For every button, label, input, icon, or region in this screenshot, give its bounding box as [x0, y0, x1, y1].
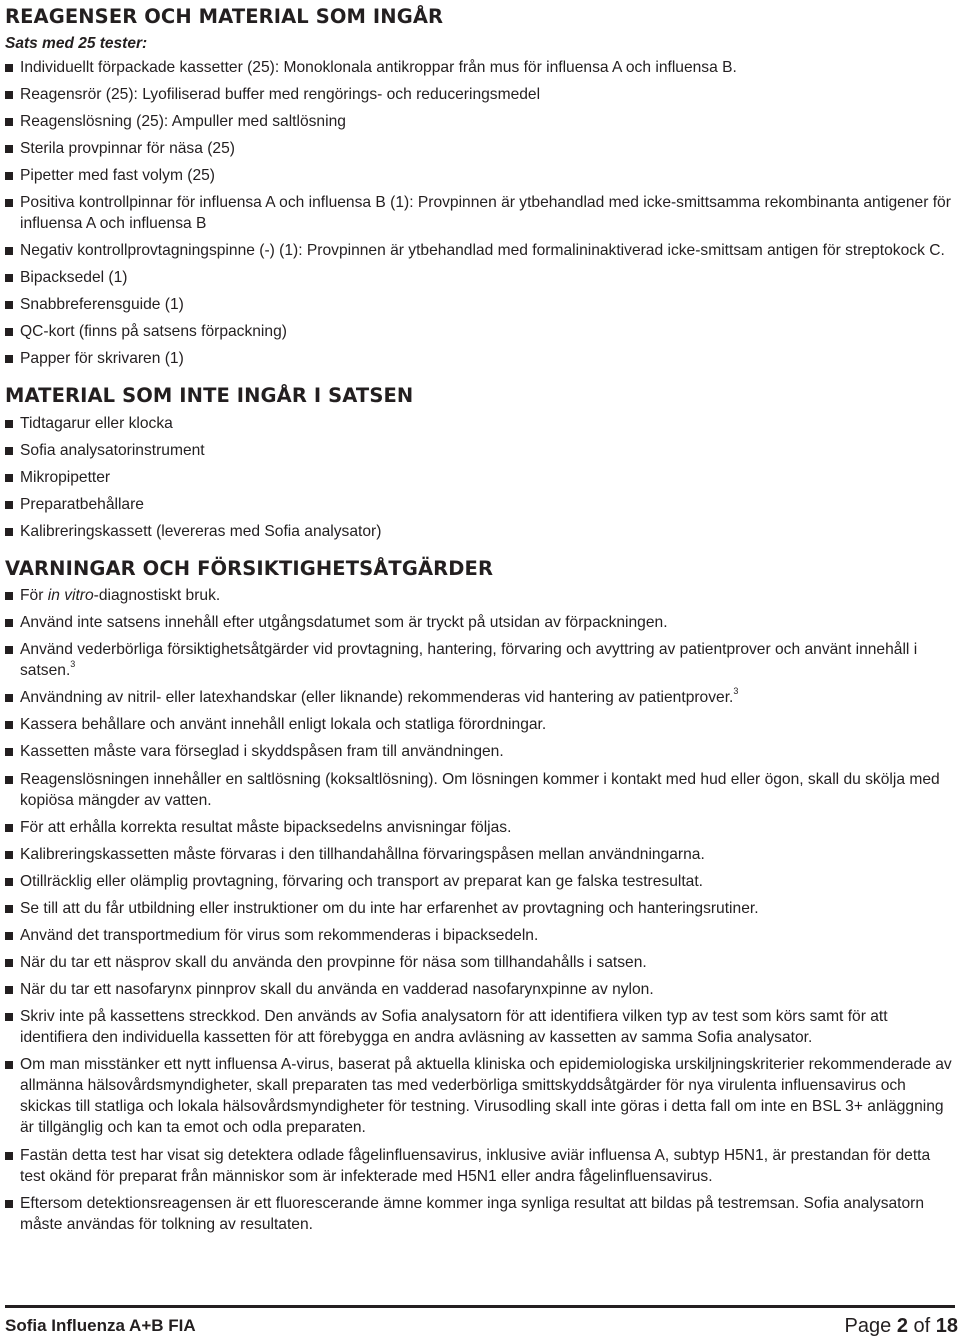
list-item	[5, 1193, 953, 1235]
list-item	[5, 413, 953, 434]
square-bullet-icon	[5, 474, 13, 482]
page-label: Page	[844, 1315, 892, 1337]
square-bullet-icon	[5, 420, 13, 428]
list-item-text: Kassetten måste vara förseglad i skyddspåsen fram till användningen.	[20, 743, 504, 761]
list-item	[5, 979, 953, 1000]
list-item	[5, 871, 953, 892]
square-bullet-icon	[5, 776, 13, 784]
reference-superscript: 3	[70, 659, 76, 669]
list-item-text: Mikropipetter	[20, 469, 111, 486]
list-item-text: Om man misstänker ett nytt influensa A-virus, baserat på aktuella kliniska och epidemiologiska urskiljningskriterier rekommenderade av allmänna hälsovårdsmyndigheter, skall preparaten tas med vederbörliga smittskyddsåtgärder för nya virulenta influensavirus och skickas till statliga och lokala hälsovårdsmyndigheter för testning. Virusodling skall inte göras i detta fall om inte en BSL 3+ anläggning är tillgänglig och kan ta emot och odla preparaten.	[20, 1056, 952, 1137]
list-item	[5, 1054, 953, 1138]
section-warnings	[5, 556, 953, 1235]
list-item-text: När du tar ett nasofarynx pinnprov skall du använda en vadderad nasofarynxpinne av nylon.	[20, 981, 654, 999]
list-item	[5, 1145, 953, 1187]
square-bullet-icon	[5, 91, 13, 99]
list-item	[5, 440, 953, 461]
list-item	[5, 925, 953, 946]
list-item	[5, 844, 953, 865]
square-bullet-icon	[5, 1152, 13, 1160]
square-bullet-icon	[5, 145, 13, 153]
list-item	[5, 714, 953, 735]
square-bullet-icon	[5, 355, 13, 363]
list-item-text: Individuellt förpackade kassetter (25): Monoklonala antikroppar från mus för influensa A och influensa B.	[20, 59, 737, 76]
square-bullet-icon	[5, 172, 13, 180]
footer-page-number	[845, 1314, 958, 1338]
page-current: 2	[896, 1315, 908, 1337]
section-reagents	[5, 4, 953, 369]
kit-subheading: Sats med 25 tester:	[5, 35, 148, 52]
list-item	[5, 348, 953, 369]
square-bullet-icon	[5, 721, 13, 729]
list-item	[5, 494, 953, 515]
reagents-list	[5, 57, 953, 369]
list-item-text: Sofia analysatorinstrument	[20, 442, 205, 459]
list-item-text-italic: in vitro	[47, 587, 94, 604]
square-bullet-icon	[5, 328, 13, 336]
list-item-text: Reagenslösningen innehåller en saltlösning (koksaltlösning). Om lösningen kommer i kontakt med hud eller ögon, skall du skölja med kopiösa mängder av vatten.	[20, 770, 940, 809]
list-item-text: Använd vederbörliga försiktighetsåtgärder vid provtagning, hantering, förvaring och avyttring av patientprover och använt innehåll i satsen.	[20, 641, 918, 680]
section-heading-warnings: VARNINGAR OCH FÖRSIKTIGHETSÅTGÄRDER	[5, 557, 494, 580]
square-bullet-icon	[5, 247, 13, 255]
list-item	[5, 769, 953, 811]
list-item	[5, 294, 953, 315]
square-bullet-icon	[5, 932, 13, 940]
list-item-text: Tidtagarur eller klocka	[20, 415, 173, 432]
list-item	[5, 612, 953, 633]
page-total: 18	[935, 1315, 958, 1337]
list-item	[5, 138, 953, 159]
list-item	[5, 467, 953, 488]
list-item-text: Snabbreferensguide (1)	[20, 296, 184, 313]
list-item-text: Kassera behållare och använt innehåll enligt lokala och statliga förordningar.	[20, 716, 547, 734]
list-item-text: För att erhålla korrekta resultat måste bipacksedelns anvisningar följas.	[20, 818, 512, 836]
square-bullet-icon	[5, 592, 13, 600]
list-item-text: Reagenslösning (25): Ampuller med saltlösning	[20, 113, 346, 130]
square-bullet-icon	[5, 1200, 13, 1208]
footer-product-name: Sofia Influenza A+B FIA	[5, 1316, 196, 1335]
square-bullet-icon	[5, 447, 13, 455]
list-item-text: Negativ kontrollprovtagningspinne (-) (1): Provpinnen är ytbehandlad med formalininaktiverad icke-smittsam antigen för streptokock C.	[20, 242, 945, 259]
square-bullet-icon	[5, 824, 13, 832]
list-item	[5, 84, 953, 105]
list-item-text: Använd det transportmedium för virus som rekommenderas i bipacksedeln.	[20, 927, 539, 945]
list-item	[5, 952, 953, 973]
section-heading-materials-not-included: MATERIAL SOM INTE INGÅR I SATSEN	[5, 384, 414, 407]
square-bullet-icon	[5, 905, 13, 913]
square-bullet-icon	[5, 851, 13, 859]
footer-divider	[5, 1305, 955, 1308]
section-heading-reagents: REAGENSER OCH MATERIAL SOM INGÅR	[5, 5, 444, 28]
list-item	[5, 817, 953, 838]
list-item-text: Kalibreringskassett (levereras med Sofia analysator)	[20, 523, 382, 540]
list-item-text: Reagensrör (25): Lyofiliserad buffer med rengörings- och reduceringsmedel	[20, 86, 541, 103]
square-bullet-icon	[5, 878, 13, 886]
list-item-text: Skriv inte på kassettens streckkod. Den används av Sofia analysatorn för att identifiera vilken typ av test som körs samt för att identifiera den individuella kassetten för att förebygga en andra avläsning av kassetten av samma Sofia analysator.	[20, 1008, 888, 1047]
list-item-text: Använd inte satsens innehåll efter utgångsdatumet som är tryckt på utsidan av förpackningen.	[20, 614, 668, 632]
square-bullet-icon	[5, 748, 13, 756]
square-bullet-icon	[5, 959, 13, 967]
square-bullet-icon	[5, 301, 13, 309]
list-item	[5, 898, 953, 919]
square-bullet-icon	[5, 1013, 13, 1021]
document-page	[5, 4, 953, 1241]
list-item	[5, 1006, 953, 1048]
list-item	[5, 585, 953, 606]
square-bullet-icon	[5, 1061, 13, 1069]
page-of: of	[913, 1315, 931, 1337]
list-item-text: Eftersom detektionsreagensen är ett fluorescerande ämne kommer inga synliga resultat att bildas på testremsan. Sofia analysatorn måste användas för tolkning av resultaten.	[20, 1194, 925, 1233]
square-bullet-icon	[5, 118, 13, 126]
list-item	[5, 240, 953, 261]
list-item-text: Användning av nitril- eller latexhandskar (eller liknande) rekommenderas vid hantering av patientprover.	[20, 689, 734, 707]
list-item	[5, 192, 953, 234]
list-item-text: Pipetter med fast volym (25)	[20, 167, 215, 184]
list-item-text: När du tar ett näsprov skall du använda den provpinne för näsa som tillhandahålls i satsen.	[20, 954, 647, 972]
list-item	[5, 687, 953, 708]
square-bullet-icon	[5, 694, 13, 702]
square-bullet-icon	[5, 199, 13, 207]
list-item-text: Positiva kontrollpinnar för influensa A och influensa B (1): Provpinnen är ytbehandlad med icke-smittsamma rekombinanta antigener för influensa A och influensa B	[20, 194, 951, 232]
square-bullet-icon	[5, 619, 13, 627]
list-item	[5, 111, 953, 132]
list-item-text: Se till att du får utbildning eller instruktioner om du inte har erfarenhet av provtagning och hanteringsrutiner.	[20, 899, 759, 917]
list-item-text: Bipacksedel (1)	[20, 269, 128, 286]
list-item-text: Preparatbehållare	[20, 496, 144, 513]
list-item-text: Sterila provpinnar för näsa (25)	[20, 140, 235, 157]
list-item-text-pre: För	[20, 587, 48, 604]
list-item	[5, 741, 953, 762]
square-bullet-icon	[5, 64, 13, 72]
section-materials-not-included	[5, 383, 953, 542]
list-item-text: Otillräcklig eller olämplig provtagning, förvaring och transport av preparat kan ge falska testresultat.	[20, 872, 703, 890]
list-item-text: Papper för skrivaren (1)	[20, 350, 184, 367]
list-item-text: Fastän detta test har visat sig detektera odlade fågelinfluensavirus, inklusive aviär influensa A, subtyp H5N1, är prestandan för detta test okänd för preparat från människor som är infekterade med H5N1 eller andra fågelinfluensavirus.	[20, 1146, 931, 1185]
square-bullet-icon	[5, 274, 13, 282]
list-item	[5, 521, 953, 542]
square-bullet-icon	[5, 528, 13, 536]
list-item	[5, 57, 953, 78]
square-bullet-icon	[5, 986, 13, 994]
list-item	[5, 321, 953, 342]
materials-not-included-list	[5, 413, 953, 542]
list-item-text-post: -diagnostiskt bruk.	[93, 587, 221, 604]
reference-superscript: 3	[733, 686, 739, 697]
list-item-text: QC-kort (finns på satsens förpackning)	[20, 323, 287, 340]
list-item-text: Kalibreringskassetten måste förvaras i den tillhandahållna förvaringspåsen mellan användningarna.	[20, 845, 705, 863]
warnings-list	[5, 585, 953, 1235]
square-bullet-icon	[5, 646, 13, 654]
list-item	[5, 165, 953, 186]
list-item	[5, 639, 953, 681]
square-bullet-icon	[5, 501, 13, 509]
list-item	[5, 267, 953, 288]
